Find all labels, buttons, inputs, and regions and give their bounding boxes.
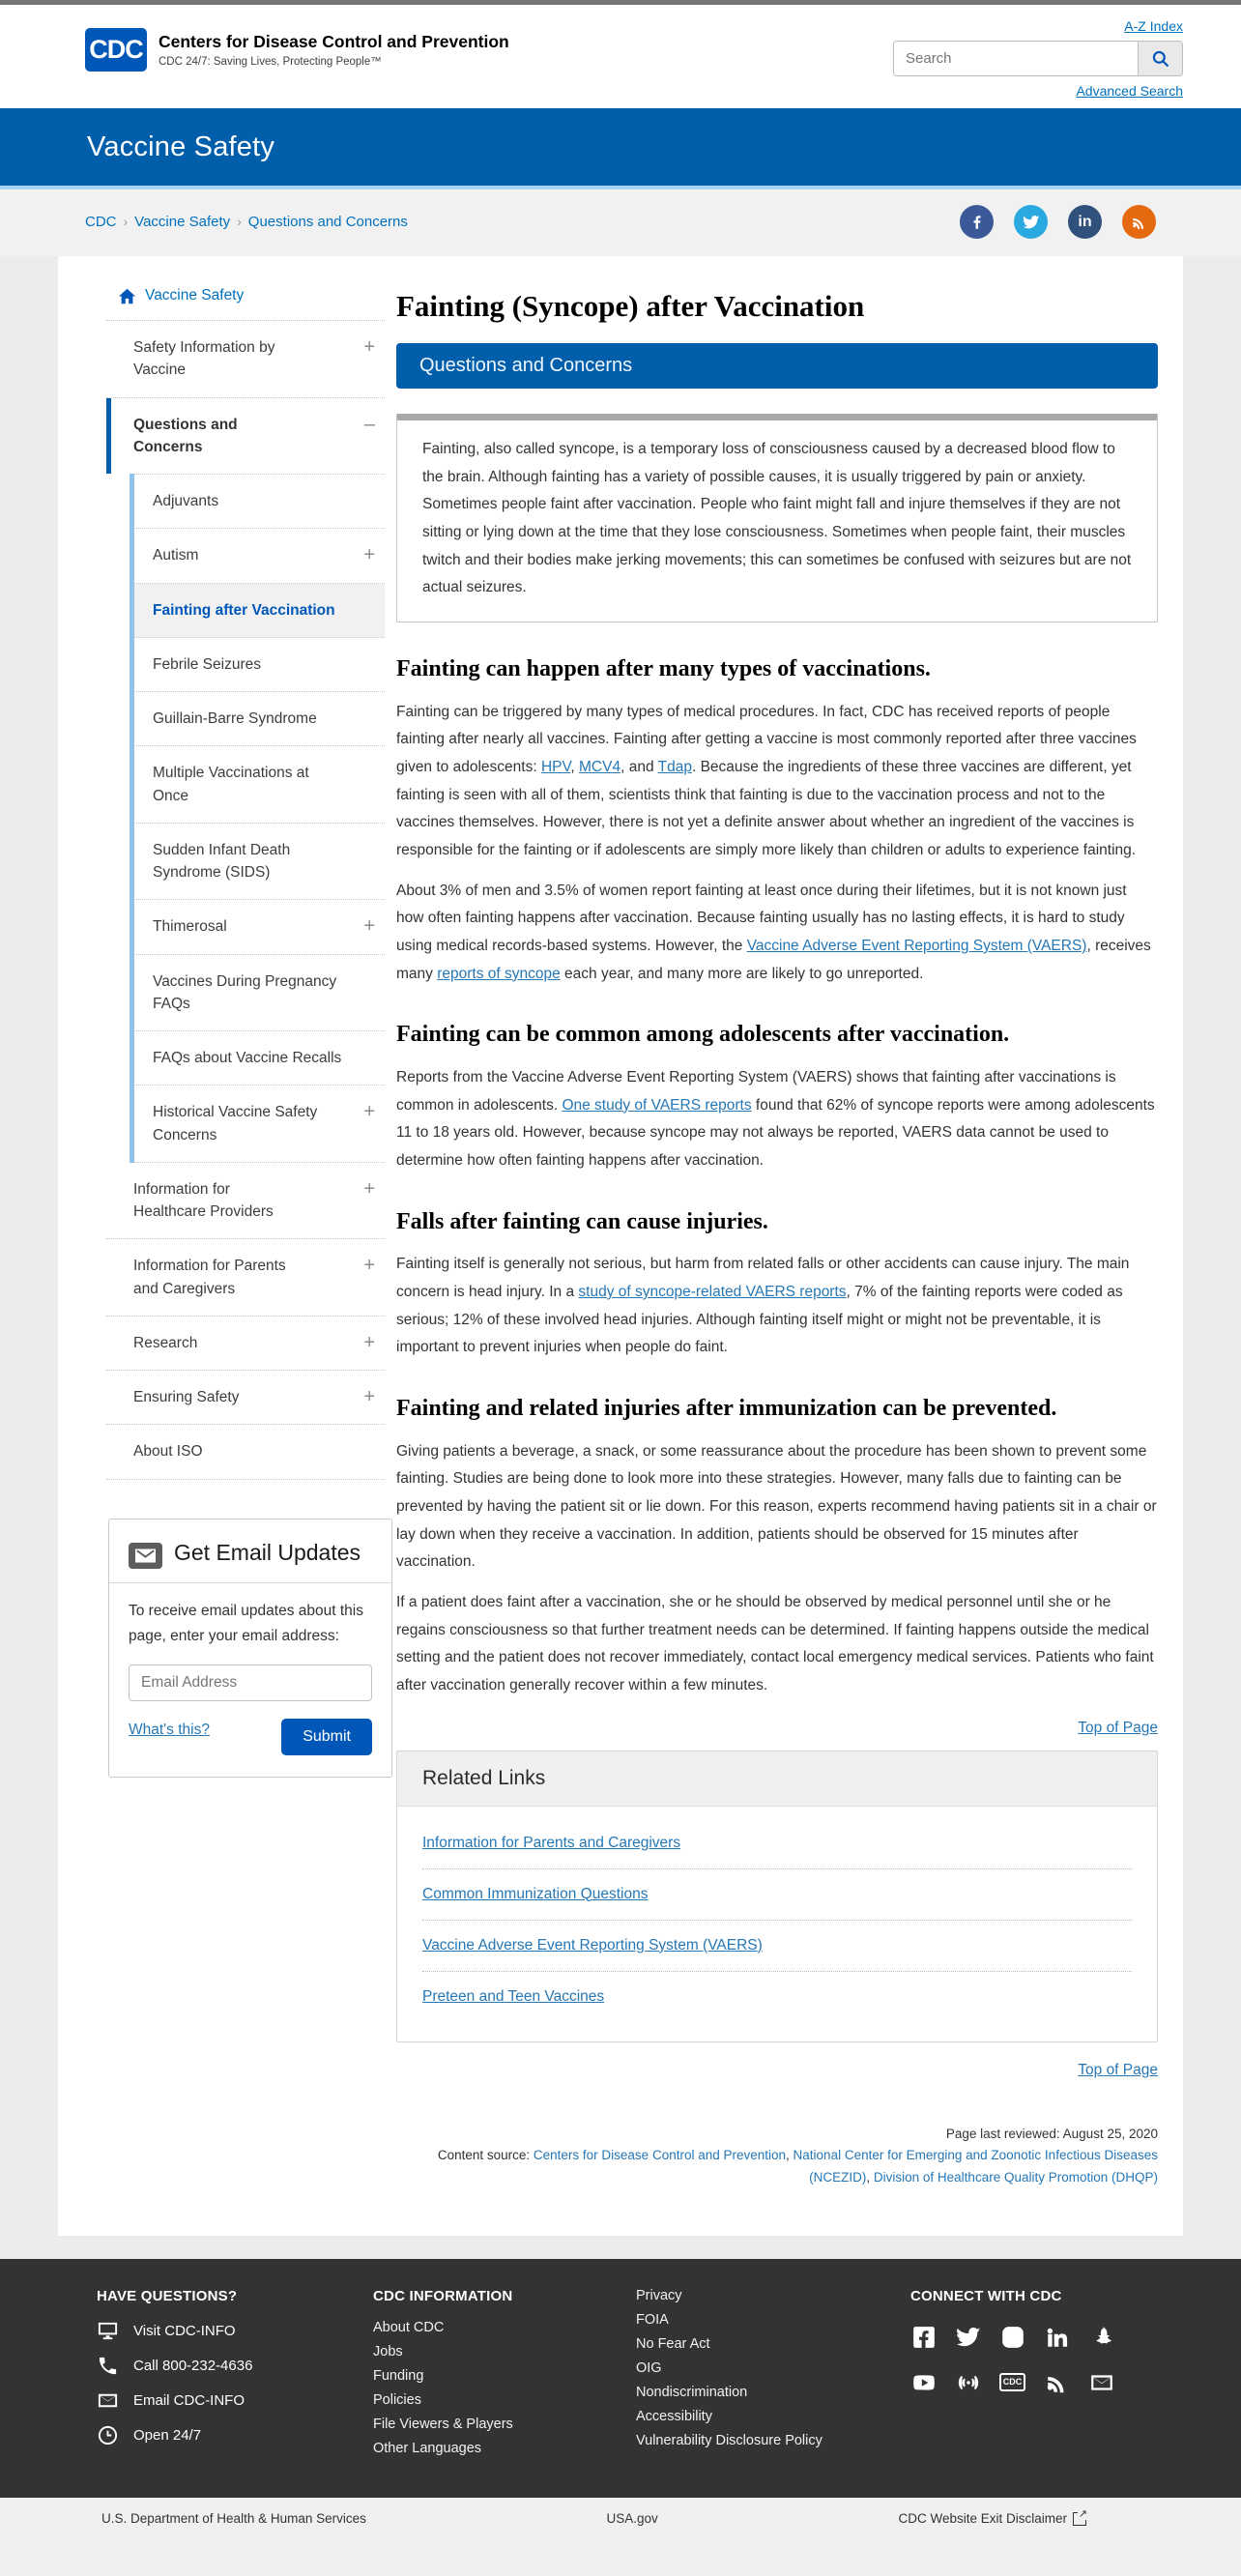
footer-link-other-languages[interactable]: Other Languages bbox=[373, 2441, 482, 2457]
sidebar-item-about-iso[interactable]: About ISO bbox=[106, 1425, 385, 1479]
whats-this-link[interactable]: What's this? bbox=[129, 1722, 210, 1739]
snapchat-icon[interactable] bbox=[1088, 2324, 1114, 2350]
sidebar-item-vaccines-during-pregnancy-faqs[interactable]: Vaccines During Pregnancy FAQs bbox=[134, 955, 385, 1032]
external-link-icon bbox=[1073, 2512, 1086, 2526]
text-segment: , receives many bbox=[396, 938, 1151, 982]
paragraph: If a patient does faint after a vaccination, she or he should be observed by medical personnel until she or he regains consciousness so that further treatment needs can be determined. If fainting happens outside the medical setting and the patient does not recover immediately, contact local emergency medical services. Patients who faint after vaccination generally recover within a few minutes. bbox=[396, 1593, 1154, 1693]
content-source-ncezid-link[interactable]: National Center for Emerging and Zoonotic Infectious Diseases (NCEZID) bbox=[793, 2148, 1158, 2185]
vaers-study-link[interactable]: One study of VAERS reports bbox=[562, 1096, 752, 1114]
main-content bbox=[396, 277, 1158, 2189]
footer-link-funding[interactable]: Funding bbox=[373, 2368, 424, 2385]
site-header bbox=[0, 5, 1241, 108]
tagline: CDC 24/7: Saving Lives, Protecting People™ bbox=[159, 55, 382, 68]
sidebar-item-guillain-barre-syndrome[interactable]: Guillain-Barre Syndrome bbox=[134, 692, 385, 746]
email-updates-box bbox=[108, 1519, 392, 1779]
breadcrumb-current: Questions and Concerns bbox=[247, 214, 408, 230]
footer-column-title: CONNECT WITH CDC bbox=[910, 2288, 1062, 2305]
page-title: Fainting (Syncope) after Vaccination bbox=[396, 289, 865, 323]
email-icon bbox=[129, 1543, 162, 1569]
search-input[interactable] bbox=[894, 42, 1138, 75]
related-link-parents-caregivers[interactable]: Information for Parents and Caregivers bbox=[422, 1818, 1132, 1869]
site-footer bbox=[0, 2259, 1241, 2498]
sidebar-item-sids[interactable]: Sudden Infant Death Syndrome (SIDS) bbox=[134, 824, 385, 901]
sidebar-item-ensuring-safety[interactable]: Ensuring Safety + bbox=[106, 1371, 385, 1425]
advanced-search-link[interactable]: Advanced Search bbox=[1076, 83, 1183, 99]
sidebar-item-safety-information-by-vaccine[interactable]: Safety Information by Vaccine + bbox=[106, 321, 385, 398]
text-segment: . Because the ingredients of these three vaccines are different, yet fainting is seen with all of them, scientists think that fainting is due to the vaccination process and not to the vaccines themselves. However, there is not yet a definite answer about whether an ingredient of the vaccines is responsible for the fainting or if adolescents are simply more likely than children or adults to experience fainting. bbox=[396, 758, 1137, 858]
section-heading: Falls after fainting can cause injuries. bbox=[396, 1208, 768, 1234]
facebook-icon[interactable] bbox=[910, 2324, 937, 2350]
footer-link-foia[interactable]: FOIA bbox=[636, 2312, 669, 2329]
collapse-icon[interactable]: – bbox=[363, 413, 375, 435]
breadcrumb-vaccine-safety[interactable]: Vaccine Safety bbox=[134, 214, 231, 230]
footer-have-questions bbox=[97, 2288, 373, 2465]
sidebar-item-information-for-healthcare-providers[interactable]: Information for Healthcare Providers + bbox=[106, 1163, 385, 1240]
paragraph bbox=[396, 1251, 1158, 1362]
expand-icon[interactable]: + bbox=[363, 336, 375, 358]
text-segment: About 3% of men and 3.5% of women report fainting at least once during their lifetimes, but it is not known just how often fainting happens after vaccination. Because fainting usually has no lasting effects, it is hard to study using medical records-based systems. However, the bbox=[396, 882, 1127, 954]
hpv-link[interactable]: HPV bbox=[540, 758, 571, 775]
search-bar bbox=[893, 41, 1183, 76]
text-segment: Fainting can be triggered by many types of medical procedures. In fact, CDC has received reports of people fainting after nearly all vaccines. Fainting after getting a vaccine is most commonly reported after three vaccines given to adolescents: bbox=[396, 703, 1137, 775]
sidebar-item-adjuvants[interactable]: Adjuvants bbox=[134, 474, 385, 529]
sidebar-item-fainting-after-vaccination[interactable]: Fainting after Vaccination bbox=[134, 584, 385, 638]
instagram-icon[interactable] bbox=[999, 2324, 1025, 2350]
footer-column-title: CDC INFORMATION bbox=[373, 2288, 513, 2305]
sidebar-item-historical-vaccine-safety-concerns[interactable]: Historical Vaccine Safety Concerns + bbox=[134, 1085, 385, 1163]
intro-card bbox=[396, 414, 1158, 622]
sidebar-subnav bbox=[130, 474, 385, 1163]
vaers-link[interactable]: Vaccine Adverse Event Reporting System (VAERS) bbox=[746, 938, 1087, 954]
cdc-logo-mark: CDC bbox=[85, 28, 147, 72]
cdc-logo[interactable] bbox=[58, 28, 509, 72]
footer-link-jobs[interactable]: Jobs bbox=[373, 2344, 403, 2360]
usagov-link[interactable]: USA.gov bbox=[606, 2511, 658, 2527]
phone-icon bbox=[97, 2355, 119, 2377]
text-segment: found that 62% of syncope reports were among adolescents 11 to 18 years old. However, because syncope may not always be reported, VAERS data cannot be used to determine how often fainting happens after vaccination. bbox=[396, 1096, 1155, 1169]
section-many-types bbox=[396, 653, 1158, 988]
breadcrumb-bar bbox=[0, 189, 1241, 256]
az-index-link[interactable]: A-Z Index bbox=[1124, 18, 1183, 34]
email-box-title: Get Email Updates bbox=[174, 1539, 361, 1565]
email-cdc-info-link[interactable]: Email CDC-INFO bbox=[97, 2389, 373, 2412]
banner-title: Vaccine Safety bbox=[87, 130, 275, 162]
footer-bottom-bar bbox=[0, 2498, 1241, 2576]
section-heading: Fainting can be common among adolescents after vaccination. bbox=[396, 1022, 1010, 1048]
content-source-cdc-link[interactable]: Centers for Disease Control and Prevention bbox=[533, 2148, 787, 2163]
email-icon bbox=[97, 2389, 119, 2412]
mcv4-link[interactable]: MCV4 bbox=[579, 758, 621, 775]
footer-column-title: HAVE QUESTIONS? bbox=[97, 2288, 238, 2305]
section-banner bbox=[0, 108, 1241, 186]
page-meta bbox=[396, 2124, 1158, 2190]
sidebar-item-research[interactable]: Research + bbox=[106, 1317, 385, 1371]
home-icon bbox=[118, 288, 136, 304]
submit-button[interactable]: Submit bbox=[281, 1719, 372, 1755]
footer-connect bbox=[910, 2288, 1183, 2465]
sidebar-item-autism[interactable]: Autism + bbox=[134, 529, 385, 583]
email-icon[interactable] bbox=[1088, 2369, 1114, 2395]
footer-legal bbox=[636, 2288, 910, 2465]
expand-icon[interactable]: + bbox=[363, 915, 375, 938]
twitter-share-icon[interactable] bbox=[1014, 205, 1048, 239]
category-banner: Questions and Concerns bbox=[396, 343, 1158, 389]
footer-link-vulnerability-disclosure[interactable]: Vulnerability Disclosure Policy bbox=[636, 2433, 823, 2449]
breadcrumb-separator: › bbox=[123, 214, 129, 229]
org-name: Centers for Disease Control and Prevention bbox=[159, 32, 509, 52]
left-navigation bbox=[83, 277, 385, 2189]
monitor-icon bbox=[97, 2320, 119, 2342]
section-prevention bbox=[396, 1393, 1158, 1700]
open-24-7-link[interactable]: Open 24/7 bbox=[97, 2424, 373, 2446]
tdap-link[interactable]: Tdap bbox=[657, 758, 692, 775]
footer-link-privacy[interactable]: Privacy bbox=[636, 2288, 682, 2304]
sidebar-item-thimerosal[interactable]: Thimerosal + bbox=[134, 900, 385, 954]
text-segment: , 7% of the fainting reports were coded as serious; 12% of these involved head injuries. Although fainting itself might or might not be preventable, it is important to prevent injuries when people do faint. bbox=[396, 1283, 1123, 1356]
visit-cdc-info-link[interactable]: Visit CDC-INFO bbox=[97, 2320, 373, 2342]
footer-link-file-viewers[interactable]: File Viewers & Players bbox=[373, 2417, 513, 2433]
hhs-link[interactable]: U.S. Department of Health & Human Services bbox=[101, 2511, 366, 2527]
reports-of-syncope-link[interactable]: reports of syncope bbox=[437, 965, 561, 982]
paragraph bbox=[396, 878, 1158, 989]
sidebar-home-link[interactable] bbox=[106, 277, 385, 321]
content-source-dhqp-link[interactable]: Division of Healthcare Quality Promotion (DHQP) bbox=[873, 2170, 1158, 2185]
expand-icon[interactable]: + bbox=[363, 1101, 375, 1123]
exit-disclaimer-link[interactable]: CDC Website Exit Disclaimer ↗ bbox=[898, 2511, 1086, 2526]
sidebar-home-label: Vaccine Safety bbox=[145, 287, 245, 304]
paragraph bbox=[396, 1064, 1158, 1175]
linkedin-share-icon[interactable]: in bbox=[1068, 205, 1102, 239]
breadcrumb-cdc[interactable]: CDC bbox=[85, 214, 117, 230]
sidebar-item-information-for-parents-and-caregivers[interactable]: Information for Parents and Caregivers + bbox=[106, 1239, 385, 1317]
related-links-title: Related Links bbox=[397, 1751, 1157, 1807]
expand-icon[interactable]: + bbox=[363, 544, 375, 566]
search-button[interactable] bbox=[1138, 42, 1182, 75]
cdc-tv-icon[interactable]: CDC bbox=[999, 2369, 1025, 2395]
related-links-card bbox=[396, 1751, 1158, 2042]
section-heading: Fainting can happen after many types of vaccinations. bbox=[396, 656, 931, 682]
expand-icon[interactable]: + bbox=[363, 1386, 375, 1407]
clock-icon bbox=[97, 2424, 119, 2446]
syndicate-share-icon[interactable] bbox=[1122, 205, 1156, 239]
section-falls-injuries bbox=[396, 1206, 1158, 1362]
section-heading: Fainting and related injuries after immunization can be prevented. bbox=[396, 1395, 1057, 1421]
rss-icon[interactable] bbox=[1044, 2369, 1070, 2395]
text-segment: , bbox=[570, 758, 580, 775]
section-adolescents bbox=[396, 1019, 1158, 1174]
share-buttons bbox=[960, 205, 1156, 239]
expand-icon[interactable]: + bbox=[363, 1255, 375, 1277]
footer-link-policies[interactable]: Policies bbox=[373, 2392, 421, 2409]
footer-link-nondiscrimination[interactable]: Nondiscrimination bbox=[636, 2385, 748, 2401]
footer-link-no-fear-act[interactable]: No Fear Act bbox=[636, 2336, 710, 2353]
text-segment: each year, and many more are likely to go unreported. bbox=[560, 965, 924, 982]
sidebar-item-questions-and-concerns[interactable]: Questions and Concerns – bbox=[106, 398, 385, 475]
sidebar-item-faqs-about-vaccine-recalls[interactable]: FAQs about Vaccine Recalls bbox=[134, 1031, 385, 1085]
footer-link-accessibility[interactable]: Accessibility bbox=[636, 2409, 712, 2425]
text-segment: Reports from the Vaccine Adverse Event Reporting System (VAERS) shows that fainting after vaccinations is common in adolescents. bbox=[396, 1068, 1116, 1114]
text-segment: Fainting itself is generally not serious, but harm from related falls or other accidents can cause injury. The main concern is head injury. In a bbox=[396, 1256, 1130, 1300]
paragraph bbox=[396, 699, 1158, 865]
syncope-study-link[interactable]: study of syncope-related VAERS reports bbox=[578, 1283, 847, 1300]
text-segment: , and bbox=[620, 758, 658, 775]
content-source: Content source: Centers for Disease Control and Prevention, National Center for Emerging and Zoonotic Infectious Diseases (NCEZID), Division of Healthcare Quality Promotion (DHQP) bbox=[437, 2148, 1158, 2185]
search-icon bbox=[1151, 49, 1170, 69]
email-box-description: To receive email updates about this page, enter your email address: bbox=[129, 1602, 363, 1644]
footer-link-oig[interactable]: OIG bbox=[636, 2360, 662, 2377]
expand-icon[interactable]: + bbox=[363, 1177, 375, 1200]
expand-icon[interactable]: + bbox=[363, 1331, 375, 1353]
related-link-common-immunization-questions[interactable]: Common Immunization Questions bbox=[422, 1869, 1132, 1921]
facebook-share-icon[interactable] bbox=[960, 205, 994, 239]
email-address-input[interactable] bbox=[129, 1664, 372, 1701]
last-reviewed: Page last reviewed: August 25, 2020 bbox=[945, 2126, 1158, 2141]
footer-link-about-cdc[interactable]: About CDC bbox=[373, 2320, 445, 2336]
footer-cdc-information bbox=[373, 2288, 636, 2465]
intro-paragraph: Fainting, also called syncope, is a temporary loss of consciousness caused by a decreased blood flow to the brain. Although fainting has a variety of possible causes, it is usually triggered by pain or anxiety. Sometimes people faint after vaccination. People who faint might fall and injure themselves if they are not sitting or lying down at the time that they lose consciousness. Sometimes when people faint, their muscles twitch and their bodies make jerking movements; this can sometimes be confused with seizures but are not actual seizures. bbox=[422, 441, 1132, 596]
syndicate-icon[interactable] bbox=[955, 2369, 981, 2395]
breadcrumb bbox=[85, 214, 408, 230]
sidebar-item-febrile-seizures[interactable]: Febrile Seizures bbox=[134, 638, 385, 692]
top-of-page-link[interactable]: Top of Page bbox=[1078, 2061, 1158, 2078]
top-of-page-link[interactable]: Top of Page bbox=[1078, 1719, 1158, 1736]
paragraph: Giving patients a beverage, a snack, or some reassurance about the procedure has been shown to prevent some fainting. Studies are being done to look more into these strategies. However, many falls due to fainting can be prevented by having the patient sit or lie down. For this reason, experts recommend having patients sit in a chair or lay down when they receive a vaccination. In addition, patients should be observed for 15 minutes after vaccination. bbox=[396, 1442, 1157, 1571]
breadcrumb-separator: › bbox=[237, 214, 242, 229]
youtube-icon[interactable] bbox=[910, 2369, 937, 2395]
linkedin-icon[interactable] bbox=[1044, 2324, 1070, 2350]
twitter-icon[interactable] bbox=[955, 2324, 981, 2350]
related-link-vaers[interactable]: Vaccine Adverse Event Reporting System (VAERS) bbox=[422, 1921, 1132, 1972]
related-link-preteen-teen-vaccines[interactable]: Preteen and Teen Vaccines bbox=[422, 1987, 605, 2005]
sidebar-item-multiple-vaccinations-at-once[interactable]: Multiple Vaccinations at Once bbox=[134, 746, 385, 824]
call-cdc-link[interactable]: Call 800-232-4636 bbox=[97, 2355, 373, 2377]
